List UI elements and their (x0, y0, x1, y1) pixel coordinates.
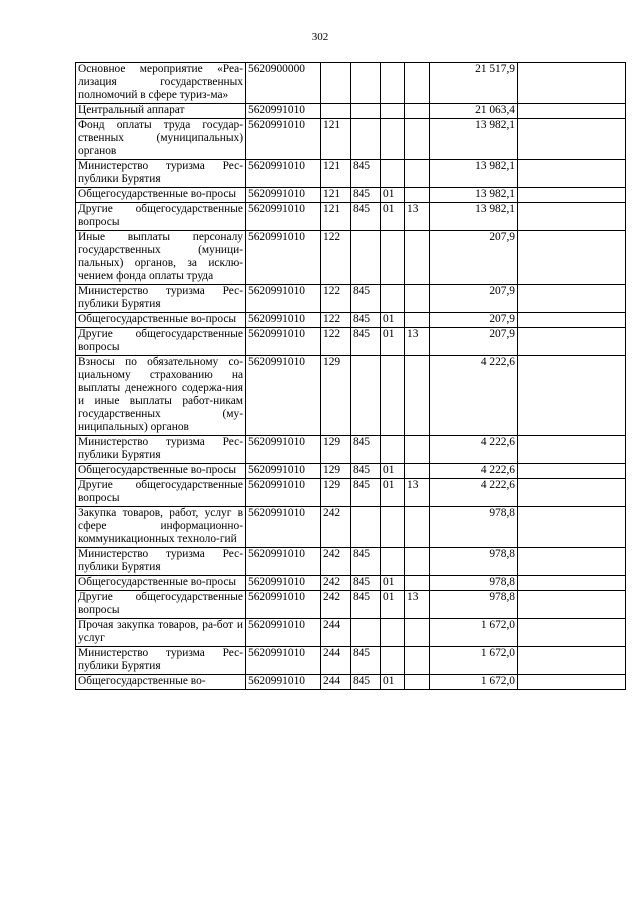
cell-subsection (405, 160, 430, 188)
table-row (76, 675, 626, 690)
cell-expense-type: 242 (321, 507, 351, 548)
cell-extra (518, 119, 626, 160)
cell-administrator-code (351, 231, 381, 285)
cell-extra (518, 619, 626, 647)
cell-target-article: 5620991010 (246, 188, 321, 203)
cell-extra (518, 285, 626, 313)
cell-subsection (405, 119, 430, 160)
cell-amount: 978,8 (430, 507, 518, 548)
cell-name: Другие общегосударственные вопросы (76, 591, 246, 619)
cell-extra (518, 104, 626, 119)
cell-administrator-code: 845 (351, 479, 381, 507)
cell-extra (518, 507, 626, 548)
cell-section (381, 285, 405, 313)
table-row (76, 104, 626, 119)
cell-extra (518, 479, 626, 507)
cell-section: 01 (381, 188, 405, 203)
cell-section (381, 63, 405, 104)
cell-amount: 207,9 (430, 328, 518, 356)
table-row (76, 576, 626, 591)
cell-subsection (405, 647, 430, 675)
page-number: 302 (311, 31, 329, 43)
cell-subsection: 13 (405, 591, 430, 619)
cell-section (381, 356, 405, 436)
cell-target-article: 5620991010 (246, 119, 321, 160)
cell-name: Основное мероприятие «Реа-лизация государственных полномочий в сфере туриз-ма» (76, 63, 246, 104)
cell-expense-type: 121 (321, 119, 351, 160)
cell-extra (518, 160, 626, 188)
cell-subsection (405, 104, 430, 119)
cell-expense-type: 122 (321, 328, 351, 356)
cell-extra (518, 203, 626, 231)
cell-administrator-code: 845 (351, 647, 381, 675)
cell-extra (518, 675, 626, 690)
table-row (76, 203, 626, 231)
cell-expense-type (321, 104, 351, 119)
cell-section (381, 231, 405, 285)
cell-administrator-code (351, 119, 381, 160)
cell-amount: 207,9 (430, 231, 518, 285)
cell-administrator-code: 845 (351, 464, 381, 479)
cell-amount: 4 222,6 (430, 436, 518, 464)
cell-name: Общегосударственные во-просы (76, 188, 246, 203)
cell-name: Общегосударственные во-просы (76, 576, 246, 591)
cell-administrator-code: 845 (351, 548, 381, 576)
cell-expense-type: 121 (321, 188, 351, 203)
cell-name: Министерство туризма Рес-публики Бурятия (76, 647, 246, 675)
cell-administrator-code (351, 356, 381, 436)
cell-extra (518, 356, 626, 436)
cell-target-article: 5620991010 (246, 160, 321, 188)
cell-extra (518, 231, 626, 285)
cell-name: Центральный аппарат (76, 104, 246, 119)
cell-subsection: 13 (405, 203, 430, 231)
cell-expense-type: 242 (321, 576, 351, 591)
cell-subsection (405, 619, 430, 647)
cell-amount: 4 222,6 (430, 464, 518, 479)
cell-name: Другие общегосударственные вопросы (76, 328, 246, 356)
cell-name: Общегосударственные во-просы (76, 313, 246, 328)
cell-target-article: 5620991010 (246, 675, 321, 690)
cell-extra (518, 313, 626, 328)
cell-section (381, 160, 405, 188)
cell-section: 01 (381, 479, 405, 507)
cell-administrator-code: 845 (351, 188, 381, 203)
cell-amount: 1 672,0 (430, 619, 518, 647)
cell-expense-type: 121 (321, 160, 351, 188)
cell-expense-type: 122 (321, 313, 351, 328)
cell-extra (518, 647, 626, 675)
cell-amount: 21 517,9 (430, 63, 518, 104)
cell-extra (518, 436, 626, 464)
table-row (76, 507, 626, 548)
cell-extra (518, 591, 626, 619)
cell-name: Закупка товаров, работ, услуг в сфере информационно-коммуникационных техноло-гий (76, 507, 246, 548)
table-row (76, 313, 626, 328)
cell-subsection (405, 576, 430, 591)
cell-expense-type: 244 (321, 647, 351, 675)
table-row (76, 548, 626, 576)
table-row (76, 328, 626, 356)
cell-target-article: 5620991010 (246, 313, 321, 328)
table-row (76, 63, 626, 104)
cell-administrator-code: 845 (351, 576, 381, 591)
cell-target-article: 5620991010 (246, 436, 321, 464)
table-row (76, 647, 626, 675)
cell-amount: 207,9 (430, 285, 518, 313)
cell-expense-type: 122 (321, 231, 351, 285)
table-row (76, 591, 626, 619)
cell-expense-type: 129 (321, 436, 351, 464)
cell-name: Министерство туризма Рес-публики Бурятия (76, 436, 246, 464)
cell-section: 01 (381, 675, 405, 690)
cell-extra (518, 63, 626, 104)
cell-administrator-code: 845 (351, 436, 381, 464)
cell-section (381, 104, 405, 119)
cell-administrator-code (351, 104, 381, 119)
cell-target-article: 5620991010 (246, 507, 321, 548)
cell-target-article: 5620991010 (246, 479, 321, 507)
cell-subsection (405, 285, 430, 313)
cell-section (381, 119, 405, 160)
cell-expense-type: 244 (321, 619, 351, 647)
cell-subsection: 13 (405, 328, 430, 356)
cell-target-article: 5620991010 (246, 548, 321, 576)
cell-subsection (405, 507, 430, 548)
cell-administrator-code: 845 (351, 285, 381, 313)
cell-expense-type: 129 (321, 479, 351, 507)
cell-extra (518, 328, 626, 356)
cell-amount: 978,8 (430, 548, 518, 576)
cell-subsection (405, 231, 430, 285)
cell-subsection (405, 356, 430, 436)
cell-name: Прочая закупка товаров, ра-бот и услуг (76, 619, 246, 647)
cell-section: 01 (381, 591, 405, 619)
cell-target-article: 5620991010 (246, 619, 321, 647)
cell-amount: 13 982,1 (430, 160, 518, 188)
cell-extra (518, 188, 626, 203)
cell-expense-type: 244 (321, 675, 351, 690)
budget-table (75, 62, 626, 690)
cell-administrator-code: 845 (351, 203, 381, 231)
cell-amount: 13 982,1 (430, 188, 518, 203)
table-row (76, 188, 626, 203)
table-row (76, 479, 626, 507)
cell-section (381, 436, 405, 464)
cell-expense-type: 129 (321, 464, 351, 479)
cell-target-article: 5620900000 (246, 63, 321, 104)
table-row (76, 619, 626, 647)
cell-target-article: 5620991010 (246, 285, 321, 313)
cell-subsection (405, 436, 430, 464)
cell-target-article: 5620991010 (246, 203, 321, 231)
cell-name: Министерство туризма Рес-публики Бурятия (76, 548, 246, 576)
cell-expense-type: 122 (321, 285, 351, 313)
cell-name: Иные выплаты персоналу государственных (муници-пальных) органов, за исклю-чением фонда оплаты труда (76, 231, 246, 285)
cell-amount: 978,8 (430, 576, 518, 591)
cell-name: Другие общегосударственные вопросы (76, 479, 246, 507)
cell-extra (518, 576, 626, 591)
cell-section: 01 (381, 313, 405, 328)
cell-name: Взносы по обязательному со-циальному страхованию на выплаты денежного содержа-ния и иные выплаты работ-никам государственных (му-ниципальных) органов (76, 356, 246, 436)
cell-subsection: 13 (405, 479, 430, 507)
table-row (76, 356, 626, 436)
cell-administrator-code (351, 63, 381, 104)
cell-name: Общегосударственные во-просы (76, 464, 246, 479)
cell-section: 01 (381, 203, 405, 231)
cell-amount: 207,9 (430, 313, 518, 328)
cell-name: Министерство туризма Рес-публики Бурятия (76, 160, 246, 188)
cell-section (381, 647, 405, 675)
cell-extra (518, 464, 626, 479)
cell-section (381, 548, 405, 576)
cell-amount: 1 672,0 (430, 647, 518, 675)
cell-amount: 4 222,6 (430, 479, 518, 507)
cell-subsection (405, 464, 430, 479)
cell-target-article: 5620991010 (246, 356, 321, 436)
cell-subsection (405, 188, 430, 203)
cell-name: Общегосударственные во- (76, 675, 246, 690)
cell-section: 01 (381, 464, 405, 479)
cell-subsection (405, 675, 430, 690)
cell-amount: 13 982,1 (430, 203, 518, 231)
cell-administrator-code: 845 (351, 675, 381, 690)
cell-administrator-code: 845 (351, 160, 381, 188)
cell-amount: 978,8 (430, 591, 518, 619)
cell-expense-type (321, 63, 351, 104)
cell-amount: 4 222,6 (430, 356, 518, 436)
cell-amount: 13 982,1 (430, 119, 518, 160)
cell-administrator-code (351, 619, 381, 647)
table-row (76, 231, 626, 285)
cell-name: Министерство туризма Рес-публики Бурятия (76, 285, 246, 313)
cell-target-article: 5620991010 (246, 231, 321, 285)
cell-administrator-code: 845 (351, 313, 381, 328)
cell-amount: 1 672,0 (430, 675, 518, 690)
cell-subsection (405, 63, 430, 104)
table-row (76, 160, 626, 188)
cell-subsection (405, 548, 430, 576)
cell-target-article: 5620991010 (246, 104, 321, 119)
table-row (76, 436, 626, 464)
table-row (76, 119, 626, 160)
cell-expense-type: 129 (321, 356, 351, 436)
cell-section: 01 (381, 576, 405, 591)
cell-administrator-code: 845 (351, 328, 381, 356)
table-row (76, 464, 626, 479)
cell-expense-type: 242 (321, 548, 351, 576)
cell-subsection (405, 313, 430, 328)
cell-amount: 21 063,4 (430, 104, 518, 119)
cell-administrator-code (351, 507, 381, 548)
budget-table-body (76, 63, 626, 690)
cell-section (381, 507, 405, 548)
cell-target-article: 5620991010 (246, 464, 321, 479)
cell-name: Другие общегосударственные вопросы (76, 203, 246, 231)
cell-target-article: 5620991010 (246, 591, 321, 619)
cell-target-article: 5620991010 (246, 328, 321, 356)
cell-target-article: 5620991010 (246, 647, 321, 675)
cell-name: Фонд оплаты труда государ-ственных (муниципальных) органов (76, 119, 246, 160)
cell-expense-type: 121 (321, 203, 351, 231)
cell-administrator-code: 845 (351, 591, 381, 619)
cell-extra (518, 548, 626, 576)
cell-target-article: 5620991010 (246, 576, 321, 591)
cell-expense-type: 242 (321, 591, 351, 619)
cell-section: 01 (381, 328, 405, 356)
table-row (76, 285, 626, 313)
cell-section (381, 619, 405, 647)
